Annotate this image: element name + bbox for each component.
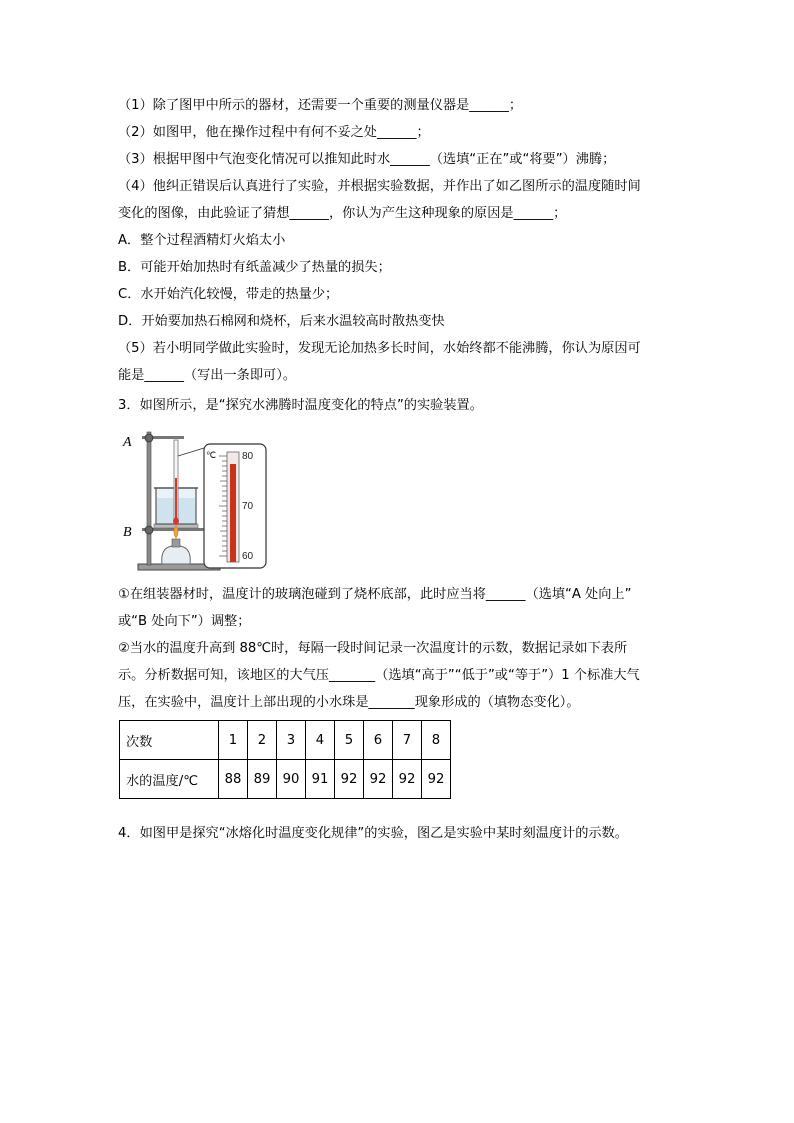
option-c: C．水开始汽化较慢，带走的热量少； [118, 287, 339, 302]
label-a: A [123, 435, 132, 450]
clamp-a-knob [145, 434, 153, 442]
q3-item2-line1: ②当水的温度升高到 88℃时，每隔一段时间记录一次温度计的示数，数据记录如下表所 [118, 641, 628, 656]
table-header-temperature: 水的温度/℃ [120, 760, 219, 799]
table-cell: 7 [393, 721, 422, 760]
table-cell: 90 [277, 760, 306, 799]
table-header-count: 次数 [120, 721, 219, 760]
table-cell: 1 [219, 721, 248, 760]
option-a: A．整个过程酒精灯火焰太小 [118, 233, 286, 248]
q2-part4-line2: 变化的图像，由此验证了猜想______，你认为产生这种现象的原因是______； [118, 206, 567, 221]
q3-item1-line1: ①在组装器材时，温度计的玻璃泡碰到了烧杯底部，此时应当将______（选填“A 处向上” [118, 587, 632, 602]
table-cell: 5 [335, 721, 364, 760]
table-cell: 8 [422, 721, 451, 760]
q3-item2-line3: 压，在实验中，温度计上部出现的小水珠是_______现象形成的（填物态变化）。 [118, 695, 580, 710]
temperature-table [119, 720, 451, 799]
table-cell: 3 [277, 721, 306, 760]
table-cell: 91 [306, 760, 335, 799]
table-cell: 92 [422, 760, 451, 799]
zoom-unit-label: ℃ [206, 450, 217, 460]
table-cell: 92 [364, 760, 393, 799]
table-cell: 6 [364, 721, 393, 760]
alcohol-lamp [162, 546, 191, 564]
q2-part3: （3）根据甲图中气泡变化情况可以推知此时水______（选填“正在”或“将要”）沸腾； [118, 152, 616, 167]
tick-label-60: 60 [242, 551, 254, 562]
table-cell: 88 [219, 760, 248, 799]
callout-line [178, 448, 204, 456]
table-cell: 92 [335, 760, 364, 799]
q2-part1: （1）除了图甲中所示的器材，还需要一个重要的测量仪器是______； [118, 98, 523, 113]
table-cell: 2 [248, 721, 277, 760]
label-b: B [123, 525, 132, 540]
apparatus-drawing [120, 426, 280, 574]
ring-b-knob [145, 526, 153, 534]
q2-part5-line2: 能是______（写出一条即可）。 [118, 368, 297, 383]
q3-title: 3．如图所示，是“探究水沸腾时温度变化的特点”的实验装置。 [118, 398, 483, 413]
q2-part4-line1: （4）他纠正错误后认真进行了实验，并根据实验数据，并作出了如乙图所示的温度随时间 [118, 179, 641, 194]
q3-item2-line2: 示。分析数据可知，该地区的大气压_______（选填“高于”“低于”或“等于”）1 个标准大气 [118, 668, 640, 683]
tick-label-70: 70 [242, 501, 254, 512]
q4-title: 4．如图甲是探究“冰熔化时温度变化规律”的实验，图乙是实验中某时刻温度计的示数。 [118, 826, 628, 841]
zoom-liquid [230, 464, 236, 562]
q2-part2: （2）如图甲，他在操作过程中有何不妥之处______； [118, 125, 430, 140]
q3-item1-line2: 或“B 处向下”）调整； [118, 614, 251, 629]
table-row [120, 760, 451, 799]
table-cell: 4 [306, 721, 335, 760]
lamp-wick-holder [172, 539, 180, 547]
stand-rod [147, 432, 151, 565]
option-d: D．开始要加热石棉网和烧杯，后来水温较高时散热变快 [118, 314, 445, 329]
thermometer-bulb [173, 518, 179, 525]
tick-label-80: 80 [242, 451, 254, 462]
option-b: B．可能开始加热时有纸盖减少了热量的损失； [118, 260, 391, 275]
boiling-apparatus-figure [120, 426, 280, 574]
table-row [120, 721, 451, 760]
thermometer-liquid [175, 478, 177, 518]
table-cell: 89 [248, 760, 277, 799]
table-cell: 92 [393, 760, 422, 799]
q2-part5-line1: （5）若小明同学做此实验时，发现无论加热多长时间，水始终都不能沸腾，你认为原因可 [118, 341, 641, 356]
